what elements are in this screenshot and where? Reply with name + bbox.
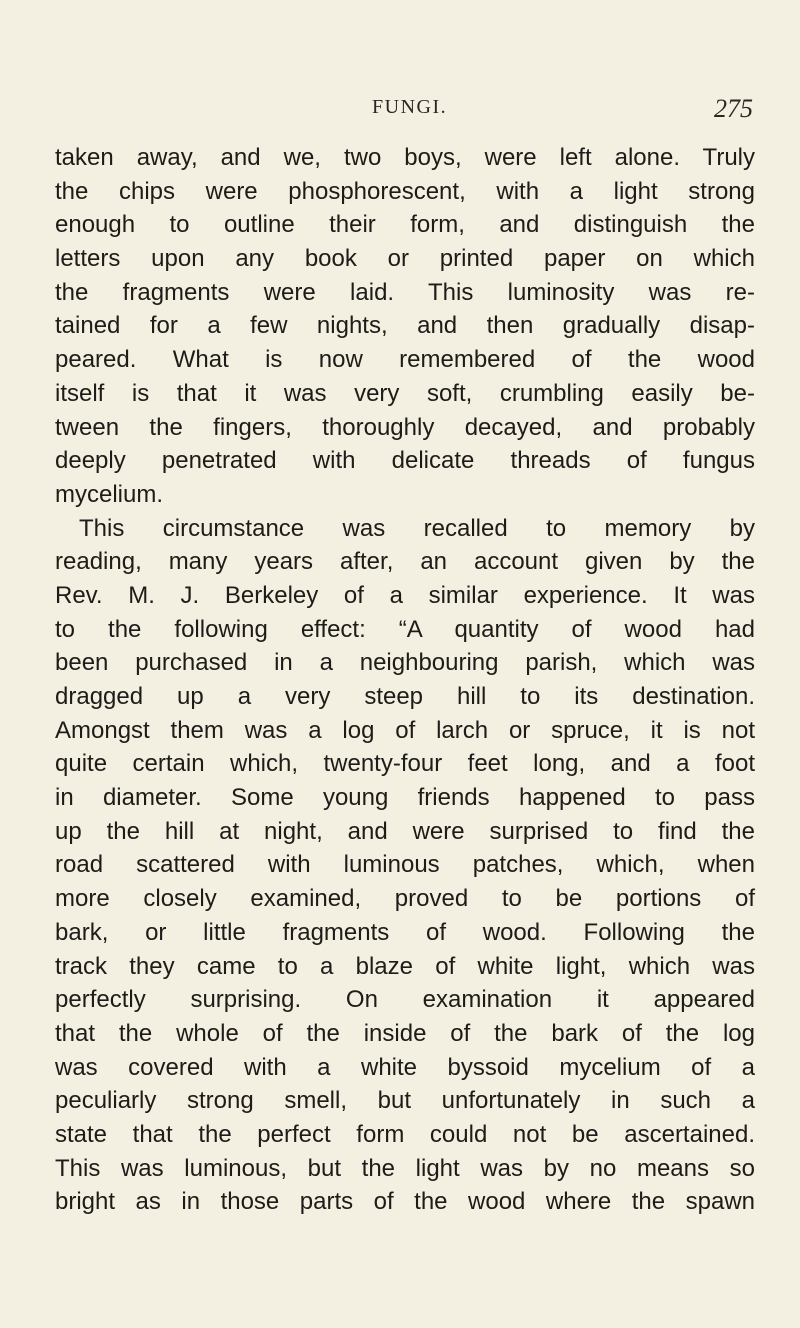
text-line: to the following effect: “A quantity of wood had [55, 615, 755, 643]
text-line: up the hill at night, and were surprised to find the [55, 817, 755, 845]
text-line: peculiarly strong smell, but unfortunately in such a [55, 1087, 755, 1115]
body-text [55, 141, 755, 1219]
text-line: been purchased in a neighbouring parish, which was [55, 649, 755, 677]
text-line: more closely examined, proved to be portions of [55, 885, 755, 913]
text-line: letters upon any book or printed paper on which [55, 245, 755, 273]
text-line: deeply penetrated with delicate threads of fungus [55, 447, 755, 475]
paragraph-start-line: This circumstance was recalled to memory by [79, 514, 755, 542]
text-line: reading, many years after, an account given by the [55, 548, 755, 576]
running-head [0, 96, 800, 136]
text-line: the chips were phosphorescent, with a light strong [55, 177, 755, 205]
text-line: taken away, and we, two boys, were left alone. Truly [55, 144, 755, 171]
paragraph-end-line: mycelium. [55, 480, 164, 508]
section-title: FUNGI. [372, 96, 448, 118]
text-line: tween the fingers, thoroughly decayed, and probably [55, 413, 755, 441]
text-line: perfectly surprising. On examination it appeared [55, 986, 755, 1014]
text-line: bark, or little fragments of wood. Following the [55, 918, 755, 946]
text-line: state that the perfect form could not be ascertained. [55, 1120, 755, 1148]
text-line: This was luminous, but the light was by no means so [55, 1154, 755, 1182]
page-number: 275 [714, 94, 753, 123]
text-line: track they came to a blaze of white light, which was [55, 952, 755, 980]
text-line: that the whole of the inside of the bark of the log [55, 1019, 755, 1047]
text-line: quite certain which, twenty-four feet long, and a foot [55, 750, 755, 778]
text-line: the fragments were laid. This luminosity was re- [55, 278, 755, 306]
text-line: in diameter. Some young friends happened to pass [55, 784, 755, 812]
text-line: enough to outline their form, and distinguish the [55, 211, 755, 239]
text-line: peared. What is now remembered of the wood [55, 346, 755, 374]
text-line: dragged up a very steep hill to its destination. [55, 683, 755, 710]
text-line: tained for a few nights, and then gradually disap- [55, 312, 755, 340]
text-line: was covered with a white byssoid mycelium of a [55, 1053, 755, 1081]
text-line: bright as in those parts of the wood where the spawn [55, 1188, 755, 1216]
text-line: Amongst them was a log of larch or spruce, it is not [55, 716, 755, 744]
text-line: road scattered with luminous patches, which, when [55, 851, 755, 879]
text-line: itself is that it was very soft, crumbling easily be- [55, 379, 755, 407]
text-line: Rev. M. J. Berkeley of a similar experience. It was [55, 581, 755, 609]
